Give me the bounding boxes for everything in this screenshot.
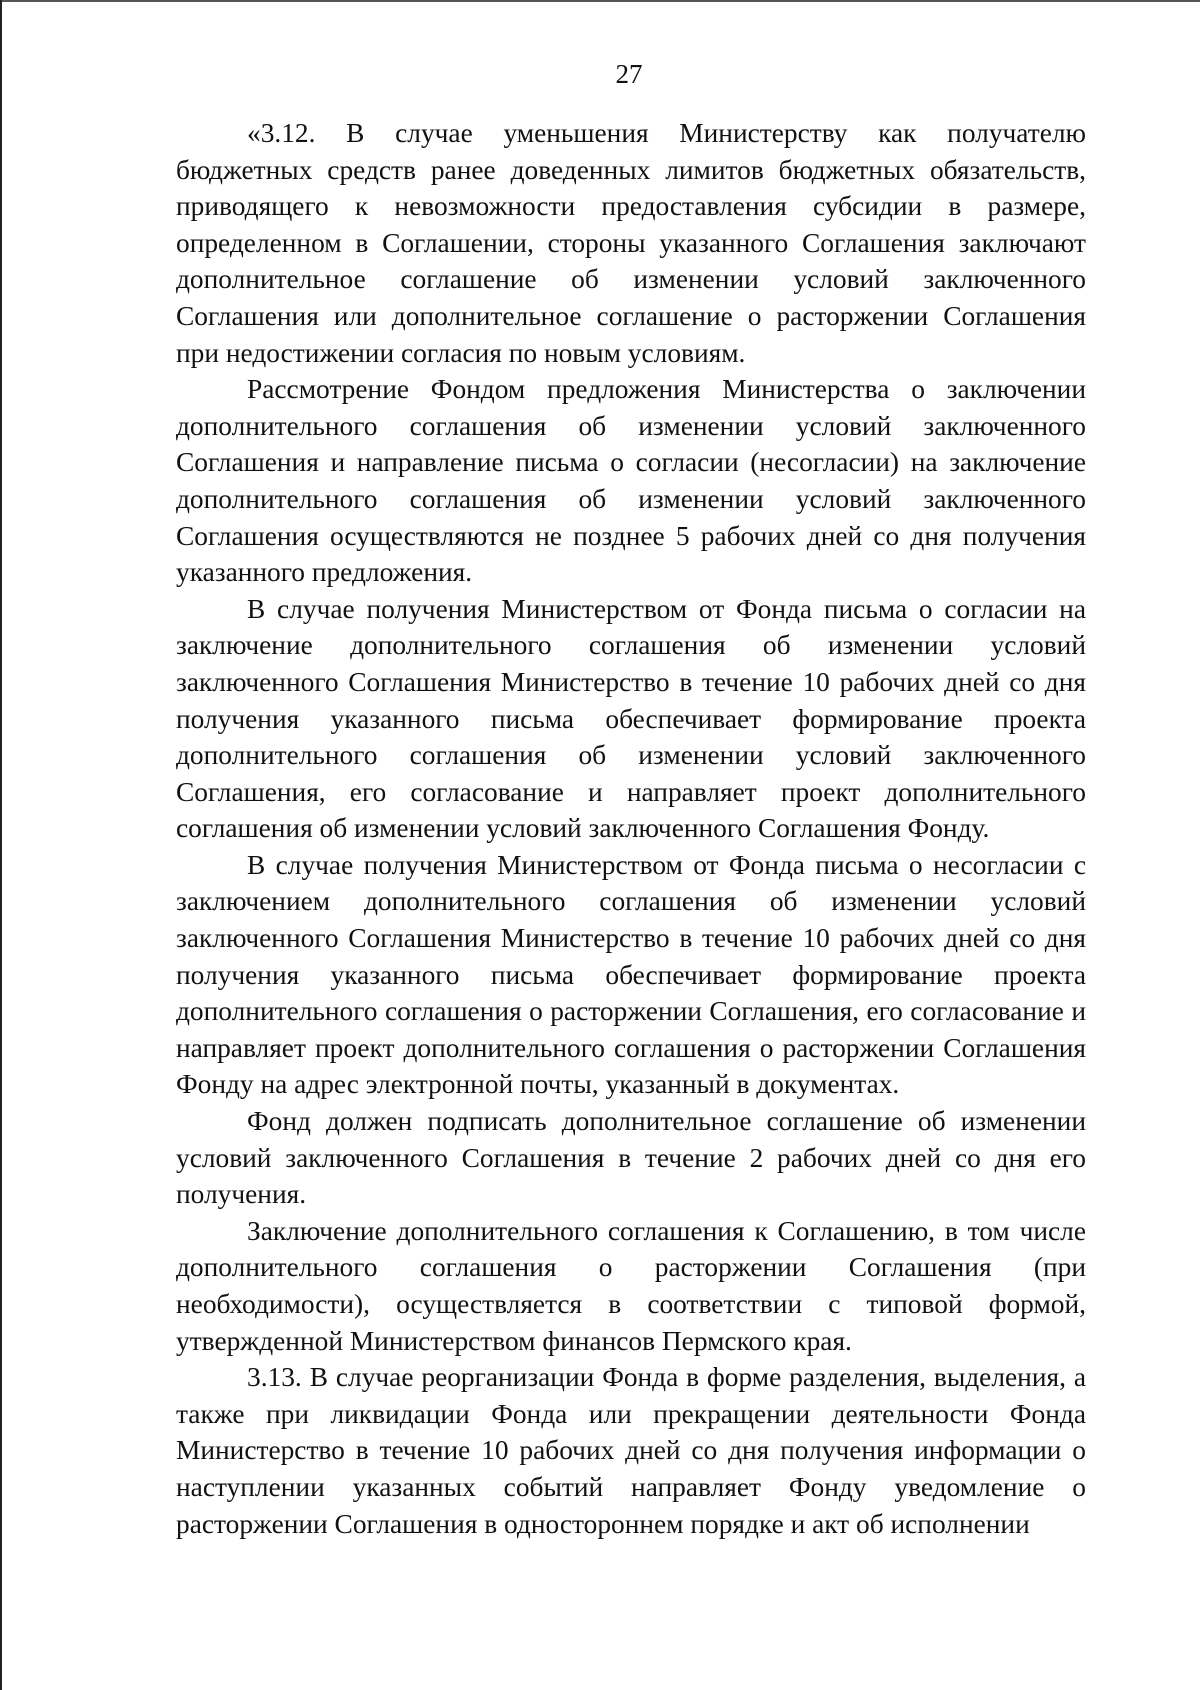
document-body [176, 115, 1086, 1542]
paragraph-review-proposal: Рассмотрение Фондом предложения Министерства о заключении дополнительного соглашения об изменении условий заключенного Соглашения и направление письма о согласии (несогласии) на заключение дополнительного соглашения об изменении условий заключенного Соглашения осуществляются не позднее 5 рабочих дней со дня получения указанного предложения. [176, 374, 1086, 588]
paragraph-typical-form: Заключение дополнительного соглашения к Соглашению, в том числе дополнительного соглашения о расторжении Соглашения (при необходимости), осуществляется в соответствии с типовой формой, утвержденной Министерством финансов Пермского края. [176, 1215, 1086, 1356]
scan-border-left [0, 0, 2, 1690]
scan-border-top [0, 0, 1200, 2]
paragraph-fund-signing: Фонд должен подписать дополнительное соглашение об изменении условий заключенного Соглашения в течение 2 рабочих дней со дня его получения. [176, 1106, 1086, 1210]
paragraph-consent-letter: В случае получения Министерством от Фонда письма о согласии на заключение дополнительного соглашения об изменении условий заключенного Соглашения Министерство в течение 10 рабочих дней со дня получения указанного письма обеспечивает формирование проекта дополнительного соглашения об изменении условий заключенного Соглашения, его согласование и направляет проект дополнительного соглашения об изменении условий заключенного Соглашения Фонду. [176, 593, 1086, 844]
page-number: 27 [615, 59, 643, 89]
paragraph-3-13: 3.13. В случае реорганизации Фонда в форме разделения, выделения, а также при ликвидации Фонда или прекращении деятельности Фонда Министерство в течение 10 рабочих дней со дня получения информации о наступлении указанных событий направляет Фонду уведомление о расторжении Соглашения в одностороннем порядке и акт об исполнении [176, 1362, 1086, 1539]
paragraph-disagreement-letter: В случае получения Министерством от Фонда письма о несогласии с заключением дополнительного соглашения об изменении условий заключенного Соглашения Министерство в течение 10 рабочих дней со дня получения указанного письма обеспечивает формирование проекта дополнительного соглашения о расторжении Соглашения, его согласование и направляет проект дополнительного соглашения о расторжении Соглашения Фонду на адрес электронной почты, указанный в документах. [176, 849, 1086, 1100]
paragraph-3-12: «3.12. В случае уменьшения Министерству как получателю бюджетных средств ранее доведенных лимитов бюджетных обязательств, приводящего к невозможности предоставления субсидии в размере, определенном в Соглашении, стороны указанного Соглашения заключают дополнительное соглашение об изменении условий заключенного Соглашения или дополнительное соглашение о расторжении Соглашения при недостижении согласия по новым условиям. [176, 118, 1086, 368]
